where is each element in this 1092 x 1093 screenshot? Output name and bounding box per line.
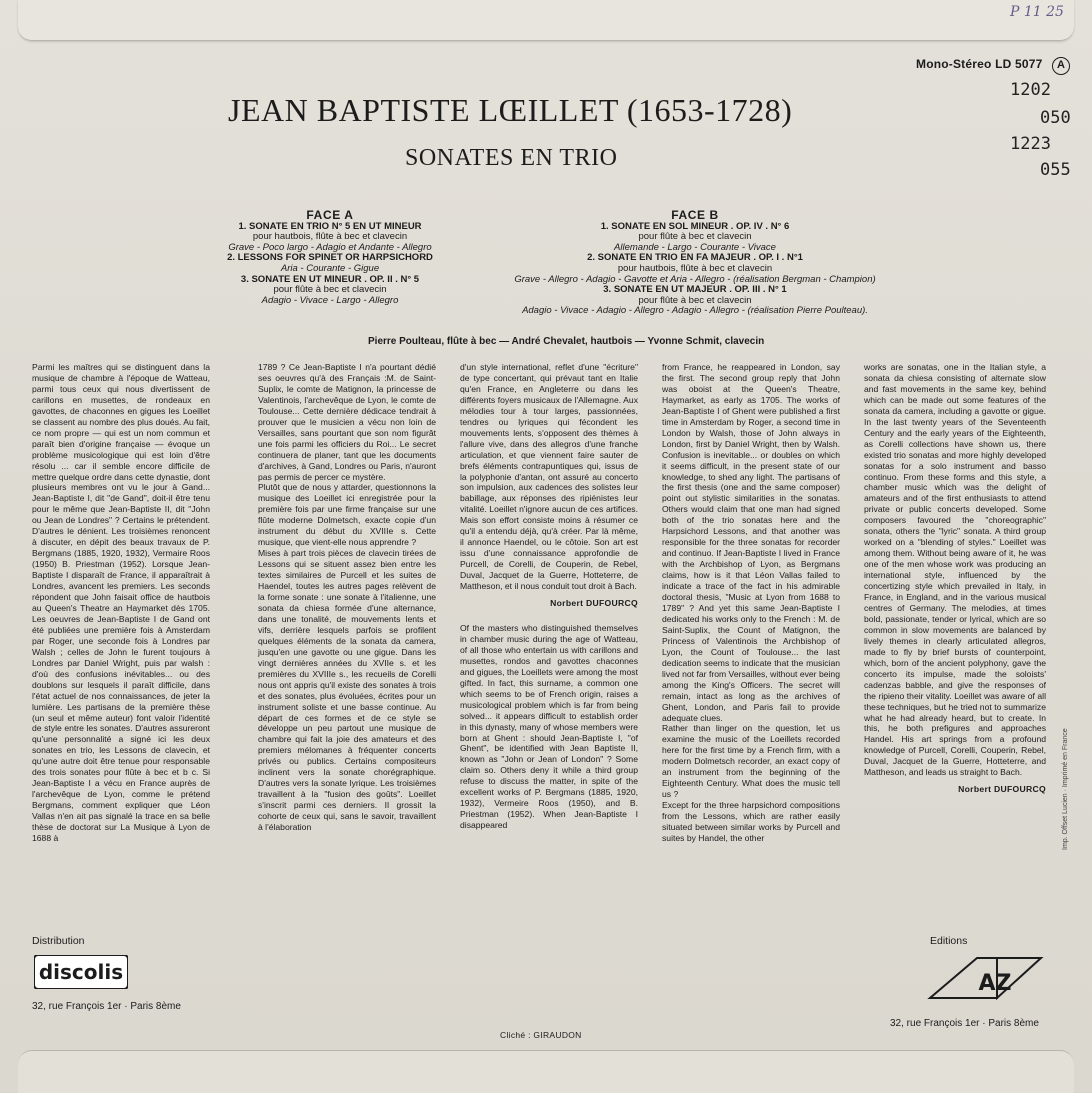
face-a-heading: FACE A [306, 208, 354, 222]
price-stamp: 055 [1040, 160, 1071, 180]
liner-notes-column [662, 362, 840, 844]
track-title: 2. SONATE EN TRIO EN FA MAJEUR . OP. I . N°1 [587, 252, 803, 264]
bottom-flap [18, 1050, 1074, 1093]
price-stamp: 1223 [1010, 134, 1051, 154]
liner-notes-column [864, 362, 1046, 795]
liner-paragraph: 1789 ? Ce Jean-Baptiste I n'a pourtant dédié ses oeuvres qu'à des Français :M. de Saint-Suplix, le comte de Matignon, la princesse de Valentinois, l'archevêque de Lyon, le comte de Toulouse... Cette dernière dédicace tendrait à prouver que le musicien a vécu non loin de Versailles, sans pourtant que son nom figurât une fois parmi les officiers du Roi... Le secret continuera de planer, tant que les documents d'archives, à Gand, Londres ou Paris, n'auront pas permis de percer ce mystère. [258, 362, 436, 482]
liner-paragraph: d'un style international, reflet d'une "écriture" de type concertant, qui prévaut tant en Italie qu'en France, en Angleterre ou dans les différents foyers musicaux de l'Allemagne. Aux mélodies tour à tour larges, passionnées, tendres ou lyriques qui fécondent les mouvements lents, s'opposent des thèmes à l'allure vive, dans des allegros d'une franche articulation, et que viennent faire sauter de brefs éléments contrapuntiques qui, issus de la polyphonie d'antan, ont assuré au concerto son impulsion, aux cadences des solistes leur babillage, aux réponses des ripiénistes leur vitalité. Loeillet n'ignore aucun de ces artifices. Mais son effort consiste moins à résumer ce qu'il a entendu déjà, qu'à créer. Par là même, il annonce Haendel, ou le côtoie. Son art est issu d'une connaissance approfondie de Purcell, de Corelli, de Couperin, de Rebel, Duval, Jacquet de la Guerre, Hotteterre, de Mattheson, et il nous conduit tout droit à Bach. [460, 362, 638, 592]
track-instrumentation: pour hautbois, flûte à bec et clavecin [617, 262, 773, 274]
publisher-logo [925, 952, 1045, 1002]
spacer [460, 609, 638, 623]
track-movements: Grave - Poco largo - Adagio et Andante - Allegro [228, 241, 432, 253]
track-instrumentation: pour flûte à bec et clavecin [638, 294, 752, 306]
publisher-address: 32, rue François 1er · Paris 8ème [890, 1018, 1039, 1029]
track-instrumentation: pour hautbois, flûte à bec et clavecin [252, 231, 408, 243]
face-b-tracklist [480, 210, 910, 317]
svg-text:discolis: discolis [38, 960, 124, 984]
catalog-mark-icon: A [1052, 57, 1070, 75]
distributor-address: 32, rue François 1er · Paris 8ème [32, 1001, 181, 1012]
performers-credit: Pierre Poulteau, flûte à bec — André Chevalet, hautbois — Yvonne Schmit, clavecin [368, 336, 765, 347]
svg-text:AZ: AZ [978, 971, 1012, 996]
track-title: 1. SONATE EN TRIO N° 5 EN UT MINEUR [238, 220, 422, 232]
liner-paragraph: Rather than linger on the question, let us examine the music of the Loeillets recorded here for the first time by a French firm, with a modern Dolmetsch recorder, an exact copy of an instrument from the beginning of the Eighteenth Century. What does the music tell us ? [662, 723, 840, 800]
track-movements: Allemande - Largo - Courante - Vivace [614, 241, 776, 253]
track-movements: Grave - Allegro - Adagio - Gavotte et Aria - Allegro - (réalisation Bergman - Champion) [514, 273, 876, 285]
liner-paragraph: Of the masters who distinguished themselves in chamber music during the age of Watteau, of all those who entertain us with carillons and musettes, rondos and gavottes chaconnes and gigues, the Loeillets were among the most gifted. In fact, this surname, a common one which seems to be of French origin, raises a musicological problem which is far from being solved... it appears difficult to establish order in this dynasty, many of whose members were born at Ghent : should Jean-Baptiste I, "of Ghent", be identified with Jean Baptiste II, known as "John or Jean of London" ? Some claim so. Others deny it while a third group refuse to discuss the matter, in spite of the excellent works of P. Bergmans (1885, 1920, 1932), Vermeire Roos (1950), and B. Priestman (1952). When Jean-Baptiste I disappeared [460, 622, 638, 831]
price-stamp: 1202 [1010, 80, 1051, 100]
top-flap [18, 0, 1074, 41]
track-title: 2. LESSONS FOR SPINET OR HARPSICHORD [227, 252, 433, 264]
author-signature: Norbert DUFOURCQ [958, 784, 1046, 795]
liner-paragraph: Parmi les maîtres qui se distinguent dans la musique de chambre à l'époque de Watteau, parmi tous ceux qui nous divertissent de carillons en musettes, de rondeaux en gavottes, de chaconnes en gigues les Loeillet se classent au nombre des plus doués. Au fait, ce nom propre — qui est un nom commun et paraît bien d'origine française — évoque un problème musicologique qui est loin d'être résolu ... car il semble encore difficile de mettre quelque ordre dans cette dynastie, dont plusieurs membres ont vu le jour à Gand... Jean-Baptiste I, dit "de Gand", doit-il être tenu pour le même que Jean-Baptiste II, dit "John ou Jean de Londres" ? Certains le prétendent. D'autres le dénient. Les troisièmes renoncent à discuter, en dépit des beaux travaux de P. Bergmans (1885, 1920, 1932), Vermaire Roos (1950) B. Priestman (1952). Lorsque Jean-Baptiste I disparaît de France, il apparaîtrait à Londres, avancent les premiers. Les seconds répondent que John faisait office de hautbois au Queen's Theatre an Haymarket dès 1705. Les oeuvres de Jean-Baptiste I de Gand ont été publiées une première fois à Amsterdam par Roger, une seconde fois à Londres par Walsh ; celles de John le furent toujours à Londres par Daniel Wright, puis par walsh : d'où des confusions inévitables... ou des doublons sur lesquels il paraît difficile, dans l'état actuel de nos connaissances, de jeter la lumière. Les partisans de la première thèse (un seul et même auteur) font valoir l'identité de style entre les sonates. D'autres assureront qu'une personnalité a signé ici les deux sonates en trio, les Lessons de clavecin, et qu'une autre doit être tenue pour responsable des trois sonates pour flûte à bec et b c. Si Jean-Baptiste I a vécu en France auprès de l'archevêque de Lyon, comme le prétend Bergmans, comment expliquer que Léon Vallas n'en ait pas signalé la trace en sa belle thèse de doctorat sur La Musique à Lyon de 1688 à [32, 362, 210, 843]
track-movements: Adagio - Vivace - Adagio - Allegro - Adagio - Allegro - (réalisation Pierre Poulteau). [522, 305, 868, 317]
liner-paragraph: Except for the three harpsichord compositions from the Lessons, which are rather easily situated between similar works by Purcell and suites by Handel, the other [662, 800, 840, 843]
liner-notes-column [32, 362, 210, 844]
track-title: 3. SONATE EN UT MINEUR . OP. II . N° 5 [240, 273, 420, 285]
catalog-label: Mono-Stéreo LD 5077 [916, 57, 1043, 71]
track-instrumentation: pour flûte à bec et clavecin [638, 231, 752, 243]
liner-paragraph: Mises à part trois pièces de clavecin tirées de Lessons qui se situent assez bien entre les textes similaires de Purcell et les suites de Haendel, toutes les autres pages relèvent de la forme sonate : une sonate à l'italienne, une sonata da chiesa formée d'une alternance, dans une tonalité, de mouvements lents et vifs, derrière lesquels parfois se profilent quelques éléments de la sonata da camera, jusqu'en une gavotte ou une gigue. Dans les vingt dernières années du XVIIe s. et les premières du XVIIIe s., les recueils de Corelli nous ont appris qu'il existe des sonates à trois et des sonates, plus évoluées, écrites pour un instrument soliste et une basse continue. Au départ de ces formes et de ce style se développe un peu partout une musique de chambre qui fait la joie des amateurs et des premiers mélomanes à fréquenter concerts privés ou publics. Certains compositeurs inclinent vers la sonate chorégraphique. D'autres vers la sonate lyrique. Les troisièmes travaillent à la "fusion des goûts". Loeillet s'inscrit parmi ces derniers. Il grossit la cohorte de ceux qui, sans le savoir, travaillent à l'élaboration [258, 548, 436, 833]
album-title: JEAN BAPTISTE LŒILLET (1653-1728) [228, 92, 793, 128]
editions-label: Editions [930, 935, 968, 947]
track-title: 1. SONATE EN SOL MINEUR . OP. IV . N° 6 [600, 220, 790, 232]
liner-notes-column [258, 362, 436, 833]
liner-paragraph: from France, he reappeared in London, say the first. The second group reply that John was oboist at the Queen's Theatre, Haymarket, as early as 1705. The works of Jean-Baptiste I of Ghent were published a first time in Amsterdam by Roger, a second time in London by Walsh, those of John always in London, first by Daniel Wright, then by Walsh. Confusion is inevitable... or doubles on which it seems difficult, in the present state of our knowledge, to shed any light. The partisans of the first thesis (one and the same composer) point out stylistic similarities in the sonatas. Others would claim that one man had signed both of the trio sonatas here and the Harpsichord Lessons, and that another was responsible for the three sonatas for recorder and continuo. If Jean-Baptiste I lived in France with the Archbishop of Lyon, as Bergmans claims, how is it that Léon Vallas failed to indicate a trace of the fact in his admirable doctoral thesis, "Music at Lyon from 1688 to 1789" ? And yet this same Jean-Baptiste I dedicated his works only to the French : M. de Saint-Suplix, the Count of Matignon, the Princess of Valentinois the Archbishop of Lyon, the Count of Toulouse... the last dedication seems to indicate that the musician lived not far from Versailles, without ever being among the King's Officers. The secret will remain, intact as long as the archives of Ghent, London, and Paris fail to provide adequate clues. [662, 362, 840, 723]
distributor-logo [34, 955, 128, 989]
track-title: 3. SONATE EN UT MAJEUR . OP. III . N° 1 [603, 284, 787, 296]
track-movements: Adagio - Vivace - Largo - Allegro [261, 294, 399, 306]
liner-paragraph: works are sonatas, one in the Italian style, a sonata da chiesa consisting of alternate slow and fast movements in the same key, behind which can be made out some features of the sonata da camera, including a gavotte or gigue. In the last twenty years of the Seventeenth Century and the early years of the Eighteenth, as Corelli collections have shown us, there existed trio sonatas and more highly developed sonatas for a solo instrument and basso continuo. From these forms and this style, a chamber music which was the delight of amateurs and of the first enthusiasts to attend private or public concerts developed. Some composers favoured the "choreographic" sonata, others the "lyric" sonata. A third group worked on a "blending of styles." Loeillet was among them. Without being aware of it, he was one of the men whose work was producing an international style, influenced by the concertizing style which prevailed in Italy, in France, in England, and in the various musical centres of Germany. The melodies, at times bold, passionate, tender or lyrical, which are so common in slow movements are balanced by lively themes in clearly articulated allegros, made to fly by brief bursts of counterpoint, which, born of the ancient polyphony, gave the concerto its impulse, made the soloists' cadenzas babble, and give the responses of the ripieno their vitality. Loeillet was aware of all these techniques, but he tried not to summarize what he had already heard, but to create. In this, he both prefigures and approaches Handel. His art springs from a profound knowledge of Purcell, Corelli, Couperin, Rebel, Duval, Jacquet de la Guerre, Hotteterre, and Mattheson, and leads us straight to Bach. [864, 362, 1046, 778]
track-instrumentation: pour flûte à bec et clavecin [273, 284, 387, 296]
imprint-credit: Imp. Offset Lucien · Imprimé en France [1062, 728, 1069, 850]
handwritten-note: P 11 25 [1010, 4, 1064, 20]
face-b-heading: FACE B [671, 208, 719, 222]
album-subtitle: SONATES EN TRIO [405, 145, 618, 171]
catalog-number [916, 57, 1070, 75]
photo-credit: Cliché : GIRAUDON [500, 1030, 582, 1040]
author-signature: Norbert DUFOURCQ [550, 598, 638, 609]
liner-notes-column [460, 362, 638, 831]
distribution-label: Distribution [32, 935, 85, 947]
price-stamp: 050 [1040, 108, 1071, 128]
face-a-tracklist [180, 210, 480, 306]
liner-paragraph: Plutôt que de nous y attarder, questionnons la musique des Loeillet ici enregistrée pour la première fois par une firme française sur une flûte moderne Dolmetsch, exacte copie d'un instrument du début du XVIIIe s. Cette musique, que vient-elle nous apprendre ? [258, 482, 436, 548]
track-movements: Aria - Courante - Gigue [280, 262, 380, 274]
